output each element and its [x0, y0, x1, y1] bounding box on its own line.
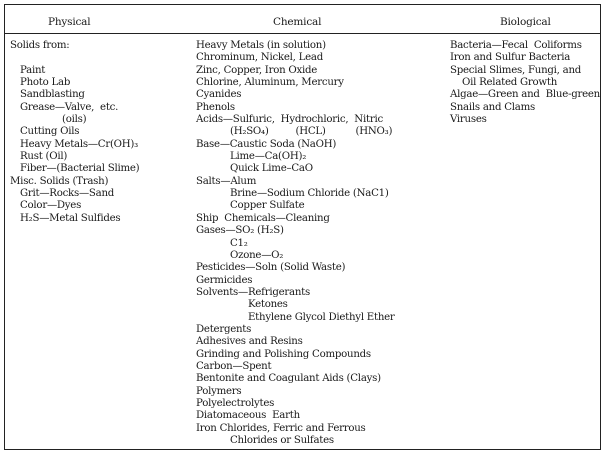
chemical-item: Base—Caustic Soda (NaOH) [196, 138, 337, 150]
chemical-item: Carbon—Spent [196, 360, 272, 372]
chemical-item: Detergents [196, 323, 252, 335]
header-biological: Biological [500, 16, 551, 28]
chemical-item: Gases—SO₂ (H₂S) [196, 225, 284, 237]
physical-item: Color—Dyes [20, 200, 82, 212]
chemical-item: Acids—Sulfuric, Hydrochloric, Nitric [196, 114, 383, 126]
biological-item: Oil Related Growth [462, 77, 558, 89]
biological-item: Viruses [450, 114, 487, 126]
header-divider [4, 33, 601, 34]
chemical-item: Iron Chlorides, Ferric and Ferrous [196, 422, 366, 434]
chemical-item: C1₂ [230, 237, 248, 249]
chemical-item: Diatomaceous Earth [196, 410, 300, 422]
physical-item: Sandblasting [20, 89, 85, 101]
chemical-item: Heavy Metals (in solution) [196, 40, 326, 51]
physical-item: H₂S—Metal Sulfides [20, 212, 121, 224]
column-biological [450, 40, 600, 126]
header-physical: Physical [48, 16, 91, 28]
physical-item: Cutting Oils [20, 126, 80, 138]
biological-item: Algae—Green and Blue-green [450, 89, 600, 101]
chemical-item: Ketones [248, 299, 288, 311]
chemical-item: Brine—Sodium Chloride (NaC1) [230, 188, 389, 200]
chemical-item: Polyelectrolytes [196, 397, 275, 409]
column-physical [10, 40, 139, 225]
physical-item [10, 52, 139, 64]
chemical-item: Zinc, Copper, Iron Oxide [196, 64, 318, 76]
physical-item: Misc. Solids (Trash) [10, 175, 109, 187]
biological-item: Iron and Sulfur Bacteria [450, 52, 571, 64]
physical-item: Rust (Oil) [20, 151, 68, 163]
chemical-item: Chrominum, Nickel, Lead [196, 52, 323, 64]
chemical-item: Ship Chemicals—Cleaning [196, 212, 330, 224]
chemical-item: Quick Lime–CaO [230, 163, 313, 175]
chemical-item: Phenols [196, 101, 235, 113]
chemical-item: Pesticides—Soln (Solid Waste) [196, 262, 346, 274]
chemical-item: Solvents—Refrigerants [196, 286, 310, 298]
physical-item: Paint [20, 64, 46, 76]
physical-item: Grease—Valve, etc. [20, 101, 119, 113]
chemical-item: Adhesives and Resins [196, 336, 303, 348]
chemical-item: Cyanides [196, 89, 242, 101]
chemical-item: (H₂SO₄) (HCL) (HNO₃) [230, 126, 393, 138]
chemical-item: Chlorides or Sulfates [230, 435, 334, 446]
chemical-item: Bentonite and Coagulant Aids (Clays) [196, 373, 381, 385]
column-chemical [196, 40, 395, 447]
chemical-item: Ozone—O₂ [230, 249, 284, 261]
physical-item: Fiber—(Bacterial Slime) [20, 163, 140, 175]
chemical-item: Lime—Ca(OH)₂ [230, 151, 307, 163]
chemical-item: Grinding and Polishing Compounds [196, 348, 371, 360]
physical-item: Photo Lab [20, 77, 71, 89]
physical-item: (oils) [62, 114, 87, 126]
biological-item: Snails and Clams [450, 101, 536, 113]
chemical-item: Salts—Alum [196, 175, 257, 187]
chemical-item: Polymers [196, 385, 242, 397]
biological-item: Special Slimes, Fungi, and [450, 64, 582, 76]
header-chemical: Chemical [273, 16, 322, 28]
physical-item: Heavy Metals—Cr(OH)₃ [20, 138, 138, 150]
physical-item: Grit—Rocks—Sand [20, 188, 115, 200]
physical-item: Solids from: [10, 40, 70, 51]
chemical-item: Chlorine, Aluminum, Mercury [196, 77, 344, 89]
chemical-item: Ethylene Glycol Diethyl Ether [248, 311, 395, 323]
chemical-item: Germicides [196, 274, 253, 286]
biological-item: Bacteria—Fecal Coliforms [450, 40, 582, 51]
chemical-item: Copper Sulfate [230, 200, 305, 212]
